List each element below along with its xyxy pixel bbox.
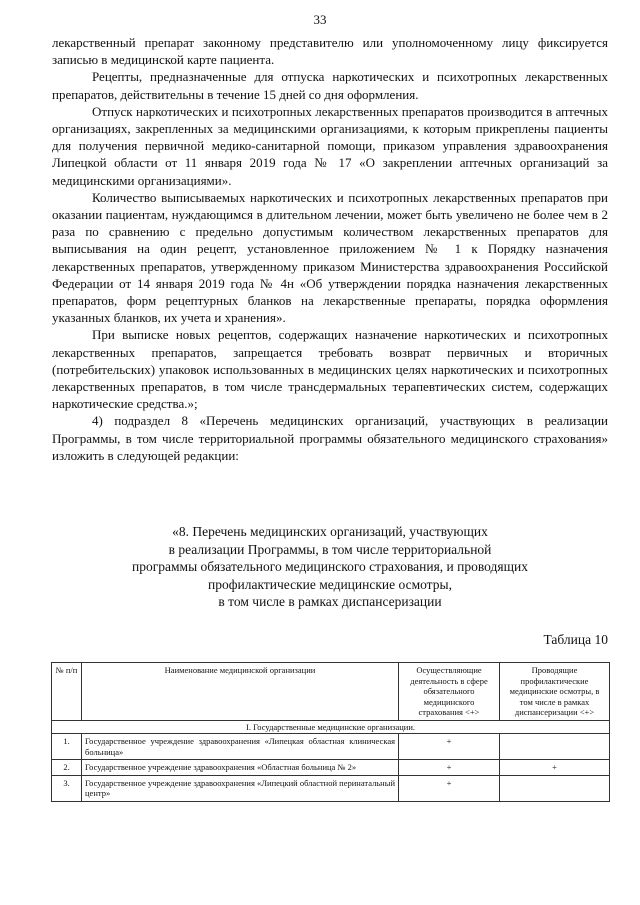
row-prof: +: [500, 760, 610, 776]
table-group-row: [52, 720, 610, 734]
row-num: 3.: [52, 775, 82, 801]
paragraph: Рецепты, предназначенные для отпуска наркотических и психотропных лекарственных препаратов, действительны в течение 15 дней со дня оформления.: [52, 69, 608, 102]
header-num: № п/п: [52, 663, 82, 721]
paragraph: 4) подраздел 8 «Перечень медицинских организаций, участвующих в реализации Программы, в том числе территориальной программы обязательного медицинского страхования» изложить в следующей редакции:: [52, 413, 608, 463]
section-title-line: программы обязательного медицинского страхования, и проводящих: [132, 559, 528, 574]
page-number: 33: [313, 12, 327, 27]
section-title-line: «8. Перечень медицинских организаций, участвующих: [172, 524, 488, 539]
header-oms: Осуществляющие деятельность в сфере обязательного медицинского страхования <+>: [399, 663, 500, 721]
row-name: Государственное учреждение здравоохранения «Липецкая областная клиническая больница»: [82, 734, 399, 760]
paragraph: Количество выписываемых наркотических и психотропных лекарственных препаратов при оказании пациентам, нуждающимся в длительном лечении, может быть увеличено не более чем в 2 раза по сравнению с предельно допустимым количеством лекарственных препаратов для выписывания на один рецепт, установленное приложением № 1 к Порядку назначения лекарственных препаратов, утвержденному приказом Министерства здравоохранения Российской Федерации от 14 января 2019 года № 4н «Об утверждении порядка назначения лекарственных препаратов, форм рецептурных бланков на лекарственные препараты, порядка оформления указанных бланков, их учета и хранения».: [52, 189, 608, 326]
section-title: [60, 523, 600, 611]
row-oms: +: [399, 760, 500, 776]
section-title-line: профилактические медицинские осмотры,: [208, 576, 452, 592]
paragraph: лекарственный препарат законному представителю или уполномоченному лицу фиксируется записью в медицинской карте пациента.: [52, 35, 608, 68]
header-name: Наименование медицинской организации: [82, 663, 399, 721]
table-caption: Таблица 10: [543, 632, 608, 647]
header-prof: Проводящие профилактические медицинские осмотры, в том числе в рамках диспансеризации <+>: [500, 663, 610, 721]
paragraph: Отпуск наркотических и психотропных лекарственных препаратов производится в аптечных организациях, закрепленных за медицинскими организациями, к которым прикреплены пациенты для получения первичной медико-санитарной помощи, приказом управления здравоохранения Липецкой области от 11 января 2019 года № 17 «О закреплении аптечных организаций за медицинскими организациями».: [52, 103, 608, 188]
row-name: Государственное учреждение здравоохранения «Областная больница № 2»: [82, 760, 399, 776]
row-prof: [500, 775, 610, 801]
row-oms: +: [399, 734, 500, 760]
document-body: [52, 34, 608, 464]
table-header-row: [52, 663, 610, 721]
table-row: [52, 734, 610, 760]
section-title-line: в реализации Программы, в том числе территориальной: [168, 541, 492, 557]
organizations-table: [51, 662, 610, 802]
table-row: [52, 760, 610, 776]
row-num: 2.: [52, 760, 82, 776]
group-title: I. Государственные медицинские организации.: [52, 720, 610, 734]
section-title-line: в том числе в рамках диспансеризации: [218, 594, 442, 609]
table-row: [52, 775, 610, 801]
row-oms: +: [399, 775, 500, 801]
row-num: 1.: [52, 734, 82, 760]
paragraph: При выписке новых рецептов, содержащих назначение наркотических и психотропных лекарственных препаратов, запрещается требовать возврат первичных и вторичных (потребительских) упаковок использованных в медицинских целях наркотических и психотропных лекарственных препаратов, в том числе трансдермальных терапевтических систем, содержащих наркотические средства.»;: [52, 327, 608, 412]
row-name: Государственное учреждение здравоохранения «Липецкий областной перинатальный центр»: [82, 775, 399, 801]
row-prof: [500, 734, 610, 760]
